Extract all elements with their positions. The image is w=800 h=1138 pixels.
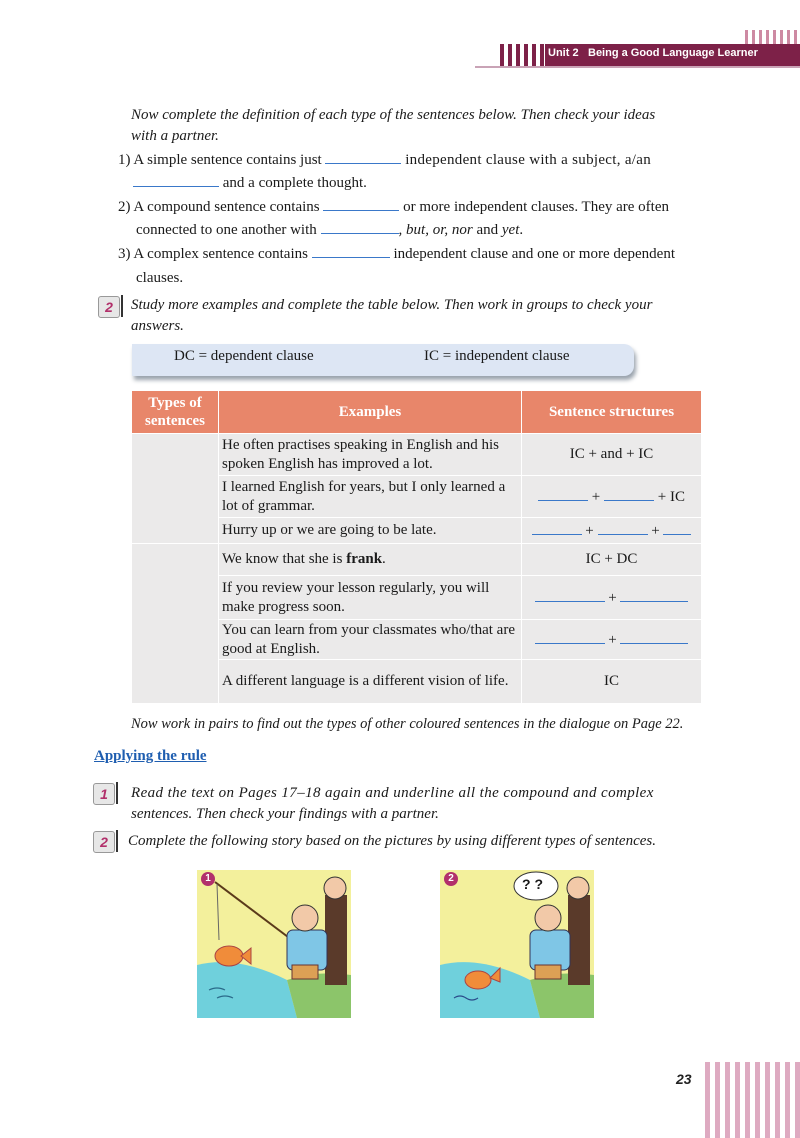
- example-cell: He often practises speaking in English and his spoken English has improved a lot.: [219, 434, 522, 476]
- blank-1[interactable]: [325, 149, 401, 164]
- definition-1-text-c: and a complete thought.: [222, 175, 367, 191]
- structure-blank[interactable]: [535, 630, 605, 644]
- plus-sign: +: [591, 488, 601, 505]
- conjunctions: , but, or, nor: [398, 222, 473, 238]
- and-text: and: [472, 222, 502, 238]
- example-text-end: .: [382, 551, 386, 567]
- yet-text: yet: [501, 222, 520, 238]
- structure-cell: IC + DC: [522, 544, 702, 576]
- sentence-types-table: [131, 390, 702, 704]
- fishing-illustration-2: [440, 870, 594, 1018]
- picture-number-2: 2: [444, 872, 458, 886]
- question-bubble-text: ? ?: [522, 876, 543, 892]
- legend-ic: IC = independent clause: [424, 348, 570, 364]
- types-cell-2: [132, 544, 219, 704]
- badge-bar: [116, 782, 118, 804]
- example-cell: A different language is a different vision of life.: [219, 660, 522, 704]
- example-cell: If you review your lesson regularly, you will make progress soon.: [219, 576, 522, 620]
- task-number-badge: 2: [98, 296, 120, 318]
- table-row: [132, 434, 702, 476]
- structure-cell: IC: [522, 660, 702, 704]
- definition-2: [118, 196, 669, 218]
- structure-blank[interactable]: [535, 588, 605, 602]
- page-number: 23: [676, 1071, 692, 1087]
- structure-blank[interactable]: [538, 487, 588, 501]
- blank-2[interactable]: [133, 172, 219, 187]
- task-number-badge: 2: [93, 831, 115, 853]
- definition-3-cont: clauses.: [136, 270, 184, 286]
- header-types: Types of sentences: [132, 391, 219, 434]
- table-row: [132, 544, 702, 576]
- blank-4[interactable]: [321, 219, 399, 234]
- example-text: We know that she is: [222, 551, 347, 567]
- structure-cell: [522, 518, 702, 544]
- header-unit: Unit 2: [548, 47, 579, 59]
- structure-blank[interactable]: [604, 487, 654, 501]
- example-cell: Hurry up or we are going to be late.: [219, 518, 522, 544]
- structure-cell: [522, 476, 702, 518]
- period: .: [519, 222, 524, 238]
- definition-3: [118, 243, 675, 265]
- example-cell: I learned English for years, but I only learned a lot of grammar.: [219, 476, 522, 518]
- definition-2-text-a: 2) A compound sentence contains: [118, 199, 320, 215]
- badge-bar: [116, 830, 118, 852]
- intro-line-2: with a partner.: [131, 128, 219, 144]
- task2-line-1: Study more examples and complete the table below. Then work in groups to check your: [131, 297, 653, 313]
- blank-3[interactable]: [323, 196, 399, 211]
- definition-1-text-a: 1) A simple sentence contains just: [118, 152, 322, 168]
- types-cell-1: [132, 434, 219, 544]
- blank-5[interactable]: [312, 243, 390, 258]
- example-cell: [219, 544, 522, 576]
- plus-sign: +: [651, 522, 660, 539]
- example-cell: You can learn from your classmates who/that are good at English.: [219, 620, 522, 660]
- legend-dc: DC = dependent clause: [174, 348, 314, 364]
- plus-sign: +: [585, 522, 594, 539]
- picture-number-1: 1: [201, 872, 215, 886]
- apply-task1-line-2: sentences. Then check your findings with a partner.: [131, 806, 439, 822]
- header-title: Being a Good Language Learner: [588, 47, 758, 59]
- definition-3-text-a: 3) A complex sentence contains: [118, 246, 308, 262]
- definition-1-text-b: independent clause with a subject, a/an: [405, 152, 652, 168]
- structure-cell: [522, 576, 702, 620]
- intro-line-1: Now complete the definition of each type of the sentences below. Then check your ideas: [131, 107, 656, 123]
- apply-task1-line-1: Read the text on Pages 17–18 again and underline all the compound and complex: [131, 785, 654, 801]
- structure-blank[interactable]: [663, 521, 691, 535]
- corner-pattern: [705, 1062, 800, 1138]
- header-structures: Sentence structures: [522, 391, 702, 434]
- definition-1: [118, 149, 651, 171]
- header-pattern-top: [745, 30, 800, 44]
- table-header-row: [132, 391, 702, 434]
- badge-bar: [121, 295, 123, 317]
- header-rule: [475, 66, 800, 68]
- header-pattern: [500, 44, 545, 66]
- structure-blank[interactable]: [532, 521, 582, 535]
- task2-line-2: answers.: [131, 318, 184, 334]
- structure-blank[interactable]: [620, 630, 688, 644]
- structure-cell: IC + and + IC: [522, 434, 702, 476]
- story-picture-2: [440, 870, 594, 1018]
- definition-1-cont: [133, 172, 367, 194]
- apply-task2-line: Complete the following story based on the pictures by using different types of sentences.: [128, 833, 656, 849]
- definition-2-cont: [136, 219, 523, 241]
- structure-cell: [522, 620, 702, 660]
- plus-sign: +: [608, 589, 617, 606]
- structure-end: + IC: [657, 488, 685, 505]
- structure-blank[interactable]: [598, 521, 648, 535]
- pairs-note: Now work in pairs to find out the types of other coloured sentences in the dialogue on Page 22.: [131, 716, 684, 732]
- task-number-badge: 1: [93, 783, 115, 805]
- story-picture-1: [197, 870, 351, 1018]
- header-examples: Examples: [219, 391, 522, 434]
- plus-sign: +: [608, 631, 617, 648]
- definition-2-text-b: or more independent clauses. They are often: [403, 199, 669, 215]
- fishing-illustration-1: [197, 870, 351, 1018]
- structure-blank[interactable]: [620, 588, 688, 602]
- definition-3-text-b: independent clause and one or more dependent: [393, 246, 676, 262]
- example-bold-word: frank: [346, 551, 383, 567]
- applying-title: Applying the rule: [94, 748, 207, 764]
- definition-2-text-c: connected to one another with: [136, 222, 317, 238]
